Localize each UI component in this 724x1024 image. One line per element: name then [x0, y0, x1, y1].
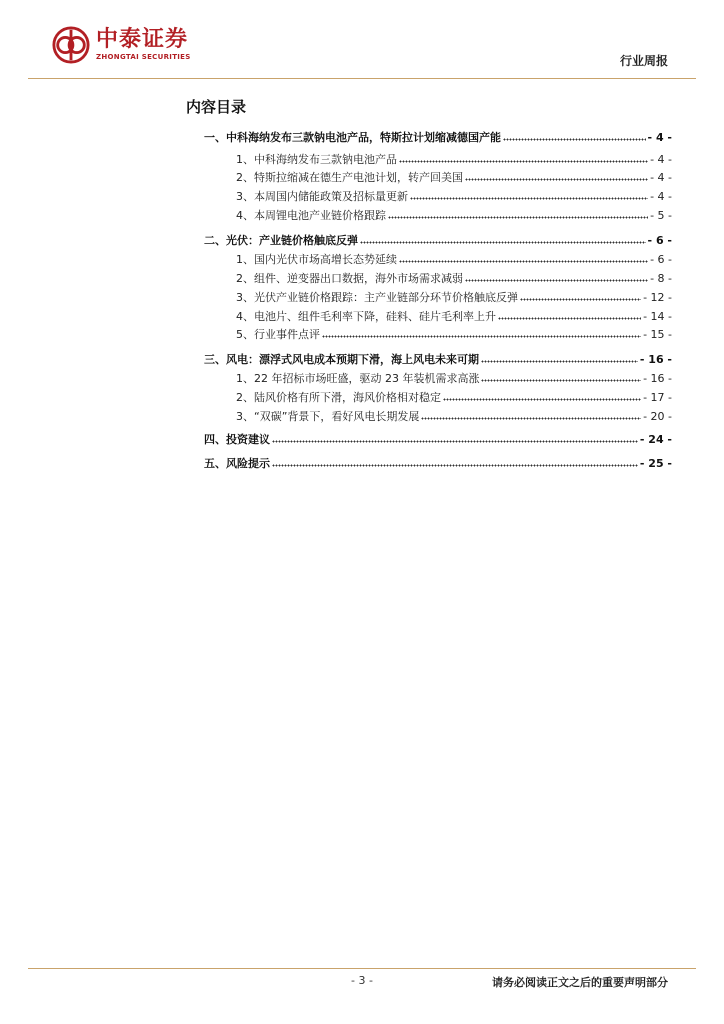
toc-entry-page: - 15 - — [643, 327, 672, 341]
toc-subsection-entry[interactable] — [236, 269, 672, 287]
toc-entry-page: - 5 - — [650, 208, 672, 222]
toc-subsection-entry[interactable] — [236, 369, 672, 387]
toc-dot-leader — [388, 216, 648, 220]
logo-text — [96, 28, 191, 62]
toc-entry-label: 3、“双碳”背景下，看好风电长期发展 — [236, 410, 420, 423]
toc-subsection-entry[interactable] — [236, 325, 672, 343]
toc-entry-label: 三、风电：漂浮式风电成本预期下滑，海上风电未来可期 — [204, 353, 479, 366]
toc-dot-leader — [481, 379, 641, 383]
toc-entry-page: - 16 - — [639, 352, 672, 366]
toc-entry-page: - 17 - — [643, 390, 672, 404]
toc-subsection-entry[interactable] — [236, 206, 672, 224]
toc-section-entry[interactable] — [204, 430, 672, 448]
toc-title: 内容目录 — [186, 98, 247, 116]
toc-dot-leader — [360, 241, 646, 245]
page-number: - 3 - — [351, 974, 373, 987]
toc-dot-leader — [481, 360, 638, 364]
toc-dot-leader — [421, 417, 641, 421]
toc-section-entry[interactable] — [204, 350, 672, 368]
footer-disclaimer: 请务必阅读正文之后的重要声明部分 — [492, 976, 668, 989]
toc-entry-label: 2、组件、逆变器出口数据，海外市场需求减弱 — [236, 272, 463, 285]
toc-dot-leader — [399, 260, 648, 264]
toc-dot-leader — [272, 440, 638, 444]
toc-entry-label: 2、陆风价格有所下滑，海风价格相对稳定 — [236, 391, 441, 404]
toc-dot-leader — [399, 160, 648, 164]
logo-english-name: ZHONGTAI SECURITIES — [96, 53, 191, 61]
toc-entry-label: 1、22 年招标市场旺盛，驱动 23 年装机需求高涨 — [236, 372, 480, 385]
toc-dot-leader — [520, 298, 641, 302]
toc-entry-label: 5、行业事件点评 — [236, 328, 320, 341]
toc-entry-label: 4、电池片、组件毛利率下降，硅料、硅片毛利率上升 — [236, 310, 496, 323]
toc-entry-label: 四、投资建议 — [204, 433, 270, 446]
toc-entry-label: 一、中科海纳发布三款钠电池产品，特斯拉计划缩减德国产能 — [204, 131, 501, 144]
toc-dot-leader — [322, 335, 641, 339]
toc-entry-page: - 8 - — [650, 271, 672, 285]
toc-entry-label: 1、国内光伏市场高增长态势延续 — [236, 253, 397, 266]
header-divider — [28, 78, 696, 79]
toc-entry-page: - 16 - — [643, 371, 672, 385]
logo-chinese-name: 中泰证券 — [96, 27, 189, 52]
report-type-label: 行业周报 — [619, 54, 668, 68]
toc-subsection-entry[interactable] — [236, 307, 672, 325]
toc-entry-page: - 6 - — [647, 233, 672, 247]
toc-entry-page: - 24 - — [639, 432, 672, 446]
toc-subsection-entry[interactable] — [236, 288, 672, 306]
toc-entry-page: - 4 - — [650, 170, 672, 184]
footer-divider — [28, 968, 696, 969]
toc-dot-leader — [498, 317, 641, 321]
toc-dot-leader — [410, 197, 648, 201]
toc-entry-page: - 25 - — [639, 456, 672, 470]
toc-subsection-entry[interactable] — [236, 187, 672, 205]
toc-entry-page: - 6 - — [650, 252, 672, 266]
toc-subsection-entry[interactable] — [236, 388, 672, 406]
toc-entry-label: 1、中科海纳发布三款钠电池产品 — [236, 153, 397, 166]
toc-entry-page: - 4 - — [650, 152, 672, 166]
toc-entry-page: - 14 - — [643, 309, 672, 323]
company-logo — [52, 26, 191, 64]
toc-subsection-entry[interactable] — [236, 407, 672, 425]
toc-section-entry[interactable] — [204, 454, 672, 472]
toc-entry-label: 3、光伏产业链价格跟踪：主产业链部分环节价格触底反弹 — [236, 291, 518, 304]
toc-subsection-entry[interactable] — [236, 250, 672, 268]
toc-entry-label: 五、风险提示 — [204, 457, 270, 470]
toc-section-entry[interactable] — [204, 128, 672, 146]
toc-entry-label: 4、本周锂电池产业链价格跟踪 — [236, 209, 386, 222]
toc-section-entry[interactable] — [204, 231, 672, 249]
toc-dot-leader — [443, 398, 641, 402]
toc-entry-label: 2、特斯拉缩减在德生产电池计划，转产回美国 — [236, 171, 463, 184]
toc-entry-page: - 4 - — [647, 130, 672, 144]
zhongtai-logo-icon — [52, 26, 90, 64]
toc-entry-page: - 4 - — [650, 189, 672, 203]
toc-dot-leader — [465, 279, 648, 283]
toc-subsection-entry[interactable] — [236, 150, 672, 168]
toc-entry-label: 二、光伏：产业链价格触底反弹 — [204, 234, 358, 247]
toc-subsection-entry[interactable] — [236, 168, 672, 186]
toc-entry-page: - 12 - — [643, 290, 672, 304]
toc-dot-leader — [272, 464, 638, 468]
toc-dot-leader — [503, 138, 646, 142]
toc-dot-leader — [465, 178, 648, 182]
toc-entry-label: 3、本周国内储能政策及招标量更新 — [236, 190, 408, 203]
toc-entry-page: - 20 - — [643, 409, 672, 423]
